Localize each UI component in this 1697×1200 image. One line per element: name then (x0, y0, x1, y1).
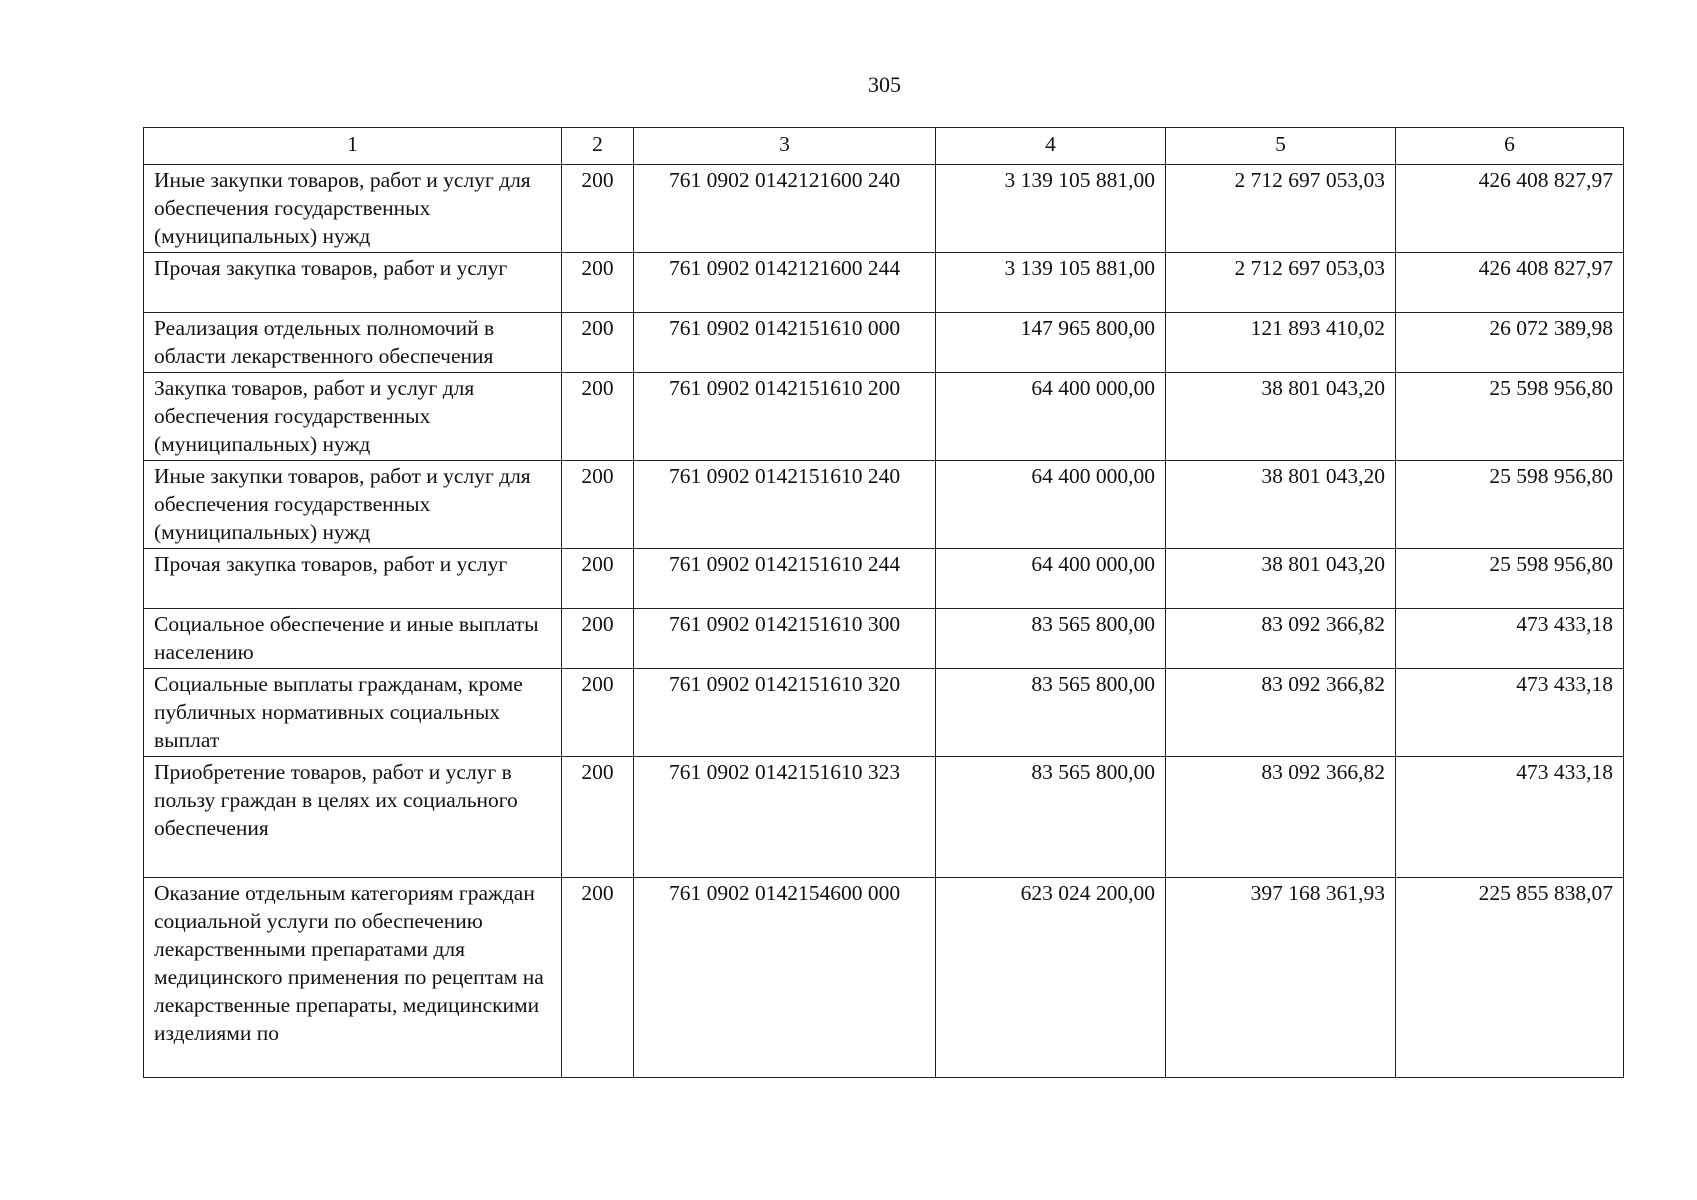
row-approved-cell: 3 139 105 881,00 (936, 253, 1166, 313)
row-code-cell: 200 (562, 609, 634, 669)
row-executed-cell: 2 712 697 053,03 (1166, 253, 1396, 313)
header-cell-4: 4 (936, 128, 1166, 165)
row-code-cell: 200 (562, 757, 634, 878)
row-name-cell: Оказание отдельным категориям граждан социальной услуги по обеспечению лекарственными препаратами для медицинского применения по рецептам на лекарственные препараты, медицинскими изделиями по (144, 878, 562, 1078)
page-number-text: 305 (868, 72, 901, 97)
row-name-cell: Приобретение товаров, работ и услуг в пользу граждан в целях их социального обеспечения (144, 757, 562, 878)
row-executed-cell: 38 801 043,20 (1166, 373, 1396, 461)
row-executed-cell: 83 092 366,82 (1166, 757, 1396, 878)
row-executed-cell: 83 092 366,82 (1166, 609, 1396, 669)
row-classification-cell: 761 0902 0142151610 240 (634, 461, 936, 549)
row-executed-cell: 38 801 043,20 (1166, 549, 1396, 609)
row-name-cell: Иные закупки товаров, работ и услуг для обеспечения государственных (муниципальных) нужд (144, 461, 562, 549)
header-cell-1: 1 (144, 128, 562, 165)
row-name-cell: Прочая закупка товаров, работ и услуг (144, 549, 562, 609)
row-code-cell: 200 (562, 461, 634, 549)
budget-table (143, 127, 1624, 1078)
row-name-cell: Реализация отдельных полномочий в области лекарственного обеспечения (144, 313, 562, 373)
row-remaining-cell: 473 433,18 (1396, 609, 1624, 669)
row-executed-cell: 38 801 043,20 (1166, 461, 1396, 549)
row-remaining-cell: 473 433,18 (1396, 669, 1624, 757)
row-code-cell: 200 (562, 549, 634, 609)
row-approved-cell: 623 024 200,00 (936, 878, 1166, 1078)
row-name-cell: Социальное обеспечение и иные выплаты населению (144, 609, 562, 669)
row-approved-cell: 83 565 800,00 (936, 757, 1166, 878)
row-classification-cell: 761 0902 0142154600 000 (634, 878, 936, 1078)
row-code-cell: 200 (562, 313, 634, 373)
header-cell-5: 5 (1166, 128, 1396, 165)
row-approved-cell: 83 565 800,00 (936, 609, 1166, 669)
row-code-cell: 200 (562, 669, 634, 757)
row-approved-cell: 83 565 800,00 (936, 669, 1166, 757)
table-row (144, 609, 1624, 669)
row-approved-cell: 3 139 105 881,00 (936, 165, 1166, 253)
row-executed-cell: 2 712 697 053,03 (1166, 165, 1396, 253)
row-code-cell: 200 (562, 253, 634, 313)
table-row (144, 165, 1624, 253)
row-name-cell: Социальные выплаты гражданам, кроме публичных нормативных социальных выплат (144, 669, 562, 757)
row-name-cell: Закупка товаров, работ и услуг для обеспечения государственных (муниципальных) нужд (144, 373, 562, 461)
row-executed-cell: 121 893 410,02 (1166, 313, 1396, 373)
row-code-cell: 200 (562, 165, 634, 253)
row-remaining-cell: 426 408 827,97 (1396, 253, 1624, 313)
row-classification-cell: 761 0902 0142151610 244 (634, 549, 936, 609)
table-row (144, 757, 1624, 878)
row-remaining-cell: 25 598 956,80 (1396, 549, 1624, 609)
row-remaining-cell: 25 598 956,80 (1396, 461, 1624, 549)
row-name-cell: Прочая закупка товаров, работ и услуг (144, 253, 562, 313)
row-classification-cell: 761 0902 0142151610 300 (634, 609, 936, 669)
header-cell-2: 2 (562, 128, 634, 165)
row-remaining-cell: 26 072 389,98 (1396, 313, 1624, 373)
row-classification-cell: 761 0902 0142151610 200 (634, 373, 936, 461)
table-row (144, 549, 1624, 609)
row-name-cell: Иные закупки товаров, работ и услуг для обеспечения государственных (муниципальных) нужд (144, 165, 562, 253)
row-executed-cell: 83 092 366,82 (1166, 669, 1396, 757)
row-executed-cell: 397 168 361,93 (1166, 878, 1396, 1078)
row-approved-cell: 64 400 000,00 (936, 461, 1166, 549)
table-row (144, 253, 1624, 313)
row-approved-cell: 64 400 000,00 (936, 373, 1166, 461)
row-approved-cell: 147 965 800,00 (936, 313, 1166, 373)
row-remaining-cell: 473 433,18 (1396, 757, 1624, 878)
table-row (144, 461, 1624, 549)
row-remaining-cell: 25 598 956,80 (1396, 373, 1624, 461)
header-cell-6: 6 (1396, 128, 1624, 165)
row-classification-cell: 761 0902 0142121600 240 (634, 165, 936, 253)
table-row (144, 373, 1624, 461)
row-classification-cell: 761 0902 0142151610 320 (634, 669, 936, 757)
table-row (144, 313, 1624, 373)
row-code-cell: 200 (562, 878, 634, 1078)
row-classification-cell: 761 0902 0142151610 323 (634, 757, 936, 878)
row-classification-cell: 761 0902 0142121600 244 (634, 253, 936, 313)
row-classification-cell: 761 0902 0142151610 000 (634, 313, 936, 373)
row-remaining-cell: 225 855 838,07 (1396, 878, 1624, 1078)
header-row (144, 128, 1624, 165)
header-cell-3: 3 (634, 128, 936, 165)
row-code-cell: 200 (562, 373, 634, 461)
table-row (144, 669, 1624, 757)
table-row (144, 878, 1624, 1078)
row-approved-cell: 64 400 000,00 (936, 549, 1166, 609)
row-remaining-cell: 426 408 827,97 (1396, 165, 1624, 253)
page-number (0, 72, 1697, 98)
